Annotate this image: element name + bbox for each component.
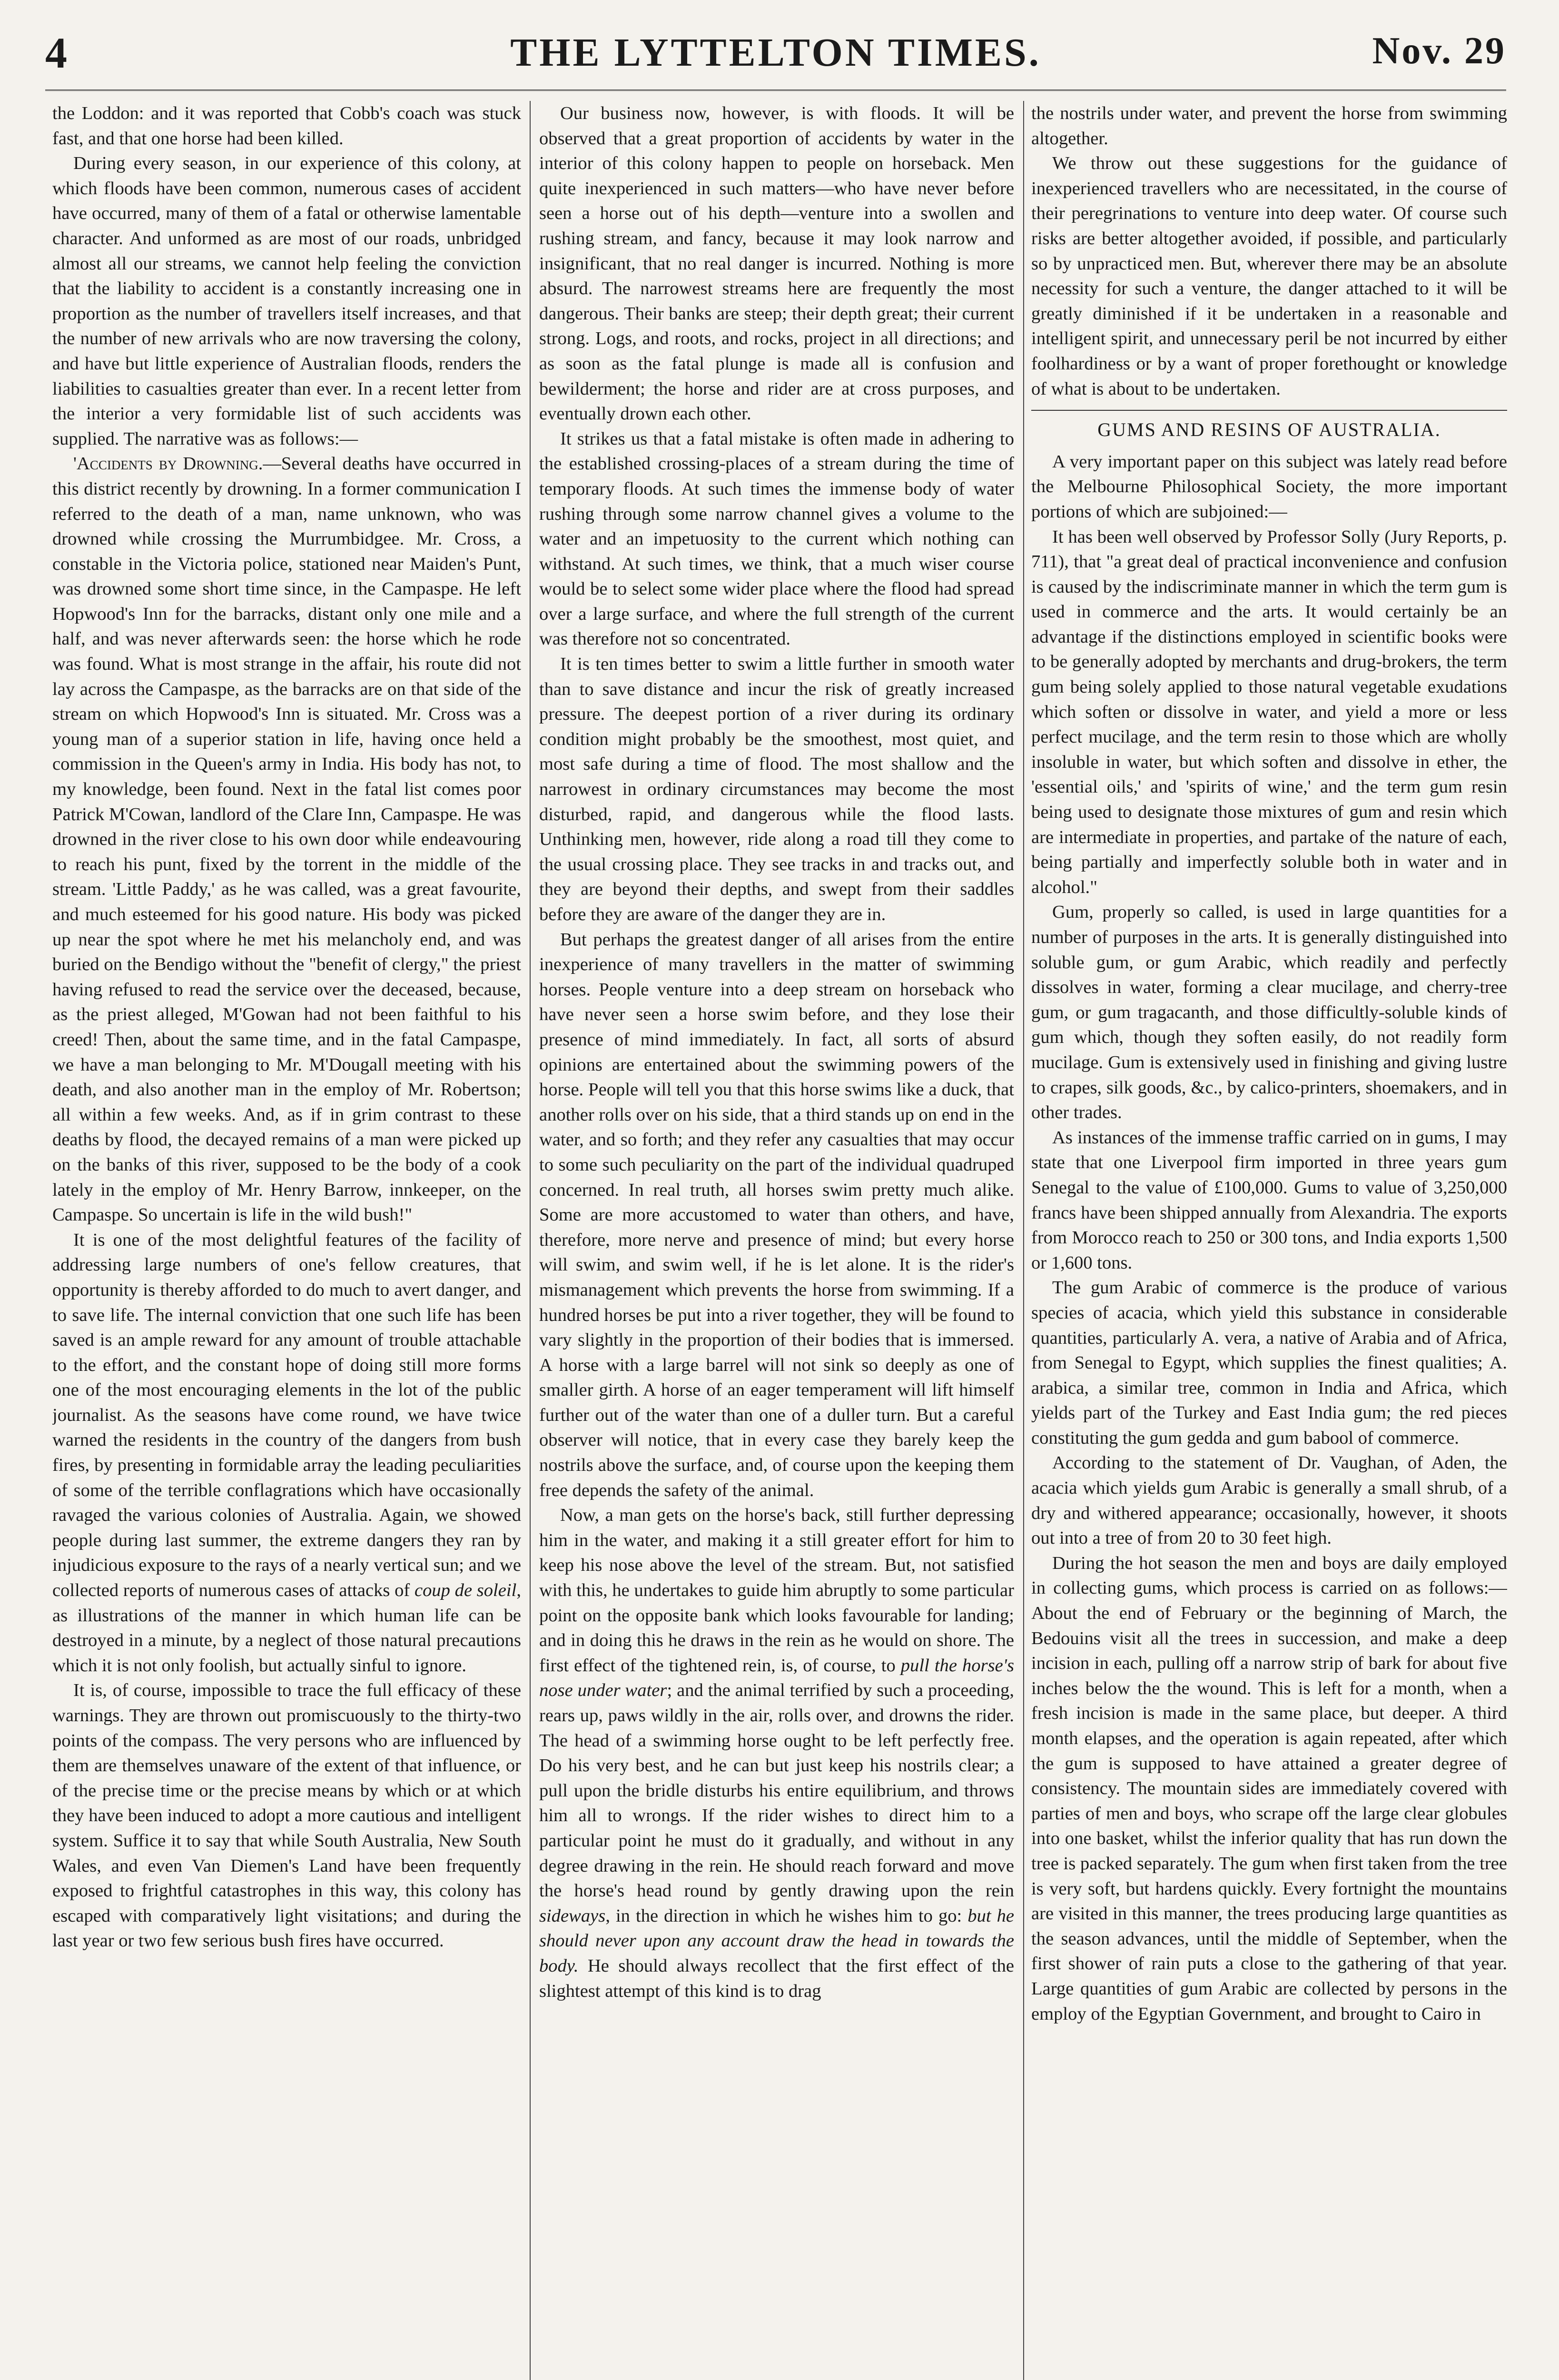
paragraph-text: Now, a man gets on the horse's back, still further depressing him in the water, and making it a still greater effort for him to keep his nose above the level of the stream. But, not satisfied with this, he undertakes to guide him abruptly to some particular point on the opposite bank which looks favourable for landing; and in doing this he draws in the rein as he would on shore. The first effect of the tightened rein, is, of course, to bbox=[539, 1505, 1014, 1676]
masthead bbox=[45, 28, 1506, 91]
article-paragraph: It strikes us that a fatal mistake is often made in adhering to the established crossing-places of a stream during the time of temporary floods. At such times the immense body of water rushing through some narrow channel gives a volume to the water and an impetuosity to the current which nothing can withstand. At such times, we think, that a much wiser course would be to select some wider place where the flood had spread over a large surface, and where the full strength of the current was therefore not so concentrated. bbox=[539, 428, 1014, 649]
column-1 bbox=[52, 101, 521, 2380]
article-paragraph: Gum, properly so called, is used in large quantities for a number of purposes in the arts. It is generally distinguished into soluble gum, or gum Arabic, which readily and perfectly dissolves in water, forming a clear mucilage, and cherry-tree gum, or gum tragacanth, and those difficultly-soluble kinds of gum which, though they soften easily, do not readily form mucilage. Gum is extensively used in finishing and giving lustre to crapes, silk goods, &c., by calico-printers, shoemakers, and in other trades. bbox=[1031, 902, 1507, 1123]
article-paragraph: It is ten times better to swim a little further in smooth water than to save distance and incur the risk of greatly increased pressure. The deepest portion of a river during its ordinary condition might probably be the smoothest, most quiet, and most safe during a time of flood. The most shallow and the narrowest in ordinary circumstances may become the most disturbed, rapid, and dangerous while the flood lasts. Unthinking men, however, ride along a road till they come to the usual crossing place. They see tracks in and tracks out, and they are beyond their depths, and swept from their saddles before they are aware of the danger they are in. bbox=[539, 654, 1014, 924]
article-paragraph: According to the statement of Dr. Vaughan, of Aden, the acacia which yields gum Arabic is generally a small shrub, of a dry and withered appearance; occasionally, however, it shoots out into a tree of from 20 to 30 feet high. bbox=[1031, 1453, 1507, 1548]
article-paragraph: During every season, in our experience of this colony, at which floods have been common, numerous cases of accident have occurred, many of them of a fatal or otherwise lamentable character. And unformed as are most of our roads, unbridged almost all our streams, we cannot help feeling the conviction that the liability to accident is a constantly increasing one in proportion as the number of travellers itself increases, and that the number of new arrivals who are now traversing the colony, and have but little experience of Australian floods, renders the liabilities to casualties greater than ever. In a recent letter from the interior a very formidable list of such accidents was supplied. The narrative was as follows:— bbox=[52, 153, 521, 449]
paragraph-text: ; and the animal terrified by such a proceeding, rears up, paws wildly in the air, rolls over, and drowns the rider. The head of a swimming horse ought to be left perfectly free. Do his very best, and he can but just keep his nostrils clear; a pull upon the bridle disturbs his entire equilibrium, and throws him all to wrongs. If the rider wishes to direct him to a particular point he must do it gradually, and without in any degree drawing in the rein. He should reach forward and move the horse's head round by gently drawing upon the rein bbox=[539, 1680, 1014, 1901]
article-paragraph: But perhaps the greatest danger of all arises from the entire inexperience of many travellers in the matter of swimming horses. People venture into a deep stream on horseback who have never seen a horse swim before, and they lose their presence of mind immediately. In fact, all sorts of absurd opinions are entertained about the swimming powers of the horse. People will tell you that this horse swims like a duck, that another rolls over on his side, that a third stands up on end in the water, and so forth; and they refer any casualties that may occur to some such peculiarity on the part of the individual quadruped concerned. In real truth, all horses swim pretty much alike. Some are more accustomed to water than others, and have, therefore, more nerve and presence of mind; but every horse will swim, and swim well, if he is let alone. It is the rider's mismanagement which prevents the horse from swimming. If a hundred horses be put into a river together, they will be found to vary slightly in the proportion of their bodies that is immersed. A horse with a large barrel will not sink so deeply as one of smaller girth. A horse of an eager temperament will lift himself further out of the water than one of a duller turn. But a careful observer will notice, that in every case they barely keep the nostrils above the surface, and, of course upon the keeping them free depends the safety of the animal. bbox=[539, 929, 1014, 1500]
column-rule bbox=[530, 101, 531, 2380]
paragraph-text: , in the direction in which he wishes him to go: bbox=[605, 1905, 962, 1926]
italic-phrase: pull the horse's nose under water bbox=[539, 1655, 1014, 1701]
article-paragraph: Our business now, however, is with floods. It will be observed that a great proportion of accidents by water in the interior of this colony happen to people on horseback. Men quite inexperienced in such matters—who have never before seen a horse out of his depth—venture into a swollen and rushing stream, and fancy, because it may look narrow and insignificant, that no real danger is incurred. Nothing is more absurd. The narrowest streams here are frequently the most dangerous. Their banks are steep; their depth great; their current strong. Logs, and roots, and rocks, project in all directions; and as soon as the fatal plunge is made all is confusion and bewilderment; the horse and rider are at cross purposes, and eventually drown each other. bbox=[539, 103, 1014, 424]
article-paragraph bbox=[52, 1228, 521, 1678]
issue-date: Nov. 29 bbox=[1372, 30, 1506, 72]
section-heading: GUMS AND RESINS OF AUSTRALIA. bbox=[1031, 410, 1507, 443]
article-paragraph: A very important paper on this subject was lately read before the Melbourne Philosophical Society, the more important portions of which are subjoined:— bbox=[1031, 451, 1507, 522]
article-paragraph: the Loddon: and it was reported that Cobb's coach was stuck fast, and that one horse had been killed. bbox=[52, 103, 521, 149]
article-paragraph: The gum Arabic of commerce is the produce of various species of acacia, which yield this substance in considerable quantities, particularly A. vera, a native of Arabia and of Africa, from Senegal to Egypt, which supplies the finest qualities; A. arabica, a similar tree, common in India and Africa, which yields part of the Turkey and East India gum; the red pieces constituting the gum gedda and gum babool of commerce. bbox=[1031, 1278, 1507, 1448]
article-paragraph: We throw out these suggestions for the guidance of inexperienced travellers who are necessitated, in the course of their peregrinations to venture into deep water. Of course such risks are better altogether avoided, if possible, and particularly so by unpracticed men. But, wherever there may be an absolute necessity for such a venture, the danger attached to it will be greatly diminished if it be undertaken in a reasonable and intelligent spirit, and unnecessary peril be not incurred by either foolhardiness or by a want of proper forethought or knowledge of what is about to be undertaken. bbox=[1031, 153, 1507, 399]
article-paragraph: As instances of the immense traffic carried on in gums, I may state that one Liverpool firm imported in three years gum Senegal to the value of £100,000. Gums to value of 3,250,000 francs have been shipped annually from Alexandria. The exports from Morocco reach to 250 or 300 tons, and India exports 1,500 or 1,600 tons. bbox=[1031, 1127, 1507, 1273]
page-number: 4 bbox=[45, 29, 67, 77]
column-3 bbox=[1031, 101, 1507, 2380]
article-paragraph: It has been well observed by Professor Solly (Jury Reports, p. 711), that "a great deal of practical inconvenience and confusion is caused by the indiscriminate manner in which the term gum is used in commerce and the arts. It would certainly be an advantage if the distinctions employed in scientific books were to be generally adopted by merchants and drug-brokers, the term gum being solely applied to those natural vegetable exudations which soften or dissolve in water, and yield a more or less perfect mucilage, and the term resin to those which are wholly insoluble in water, but which soften and dissolve in ether, the 'essential oils,' and 'spirits of wine,' and the term gum resin being used to designate those mixtures of gum and resin which are intermediate in properties, and partake of the nature of each, being partially and imperfectly soluble both in water and in alcohol." bbox=[1031, 526, 1507, 897]
column-2 bbox=[539, 101, 1014, 2380]
quoted-letter bbox=[52, 451, 521, 1227]
article-paragraph: During the hot season the men and boys are daily employed in collecting gums, which process is carried on as follows:—About the end of February or the beginning of March, the Bedouins visit all the trees in succession, and make a deep incision in each, pulling off a narrow strip of bark for about five inches below the the wound. This is left for a month, when a fresh incision is made in the same place, but deeper. A third month elapses, and the operation is again repeated, after which the gum is supposed to have attained a greater degree of consistency. The mountain sides are immediately covered with parties of men and boys, who scrape off the large clear globules into one basket, whilst the inferior quality that has run down the tree is packed separately. The gum when first taken from the tree is very soft, but hardens quickly. Every fortnight the mountains are visited in this manner, the trees producing large quantities as the season advances, until the middle of September, when the first shower of rain puts a close to the gathering of that year. Large quantities of gum Arabic are collected by persons in the employ of the Egyptian Government, and brought to Cairo in bbox=[1031, 1553, 1507, 2024]
article-paragraph bbox=[539, 1503, 1014, 2003]
paragraph-text: It is one of the most delightful features of the facility of addressing large numbers of one's fellow creatures, that opportunity is thereby afforded to do much to avert danger, and to save life. The internal conviction that one such life has been saved is an ample reward for any amount of trouble attachable to the effort, and the constant hope of doing still more forms one of the most encouraging elements in the lot of the public journalist. As the seasons have come round, we have twice warned the residents in the country of the dangers from bush fires, by presenting in formidable array the leading peculiarities of some of the terrible conflagrations which have occasionally ravaged the various colonies of Australia. Again, we showed people during last summer, the extreme dangers they ran by injudicious exposure to the rays of a nearly vertical sun; and we collected reports of numerous cases of attacks of bbox=[52, 1230, 521, 1601]
italic-phrase: coup de soleil bbox=[414, 1580, 517, 1601]
article-paragraph: It is, of course, impossible to trace the full efficacy of these warnings. They are thrown out promiscuously to the thirty-two points of the compass. The very persons who are influenced by them are themselves unaware of the extent of that influence, or of the precise time or the precise means by which or at which they have been induced to adopt a more cautious and intelligent system. Suffice it to say that while South Australia, New South Wales, and even Van Diemen's Land have been frequently exposed to frightful catastrophes in this way, this colony has escaped with comparatively light visitations; and during the last year or two few serious bush fires have occurred. bbox=[52, 1680, 521, 1951]
quote-lead: 'Accidents by Drowning. bbox=[73, 454, 263, 474]
italic-phrase: but he should never upon any account draw the head in towards the body. bbox=[539, 1905, 1014, 1976]
italic-phrase: sideways bbox=[539, 1905, 606, 1926]
column-rule bbox=[1023, 101, 1024, 2380]
newspaper-title: THE LYTTELTON TIMES. bbox=[510, 30, 1041, 75]
paragraph-text: He should always recollect that the first effect of the slightest attempt of this kind is to drag bbox=[539, 1955, 1014, 2001]
paragraph-text: , as illustrations of the manner in which human life can be destroyed in a minute, by a neglect of those natural precautions which it is not only foolish, but actually sinful to ignore. bbox=[52, 1580, 521, 1676]
article-paragraph: the nostrils under water, and prevent the horse from swimming altogether. bbox=[1031, 103, 1507, 149]
quote-text: —Several deaths have occurred in this district recently by drowning. In a former communication I referred to the death of a man, name unknown, who was drowned while crossing the Murrumbidgee. Mr. Cross, a constable in the Victoria police, stationed near Maiden's Punt, was drowned some short time since, in the Campaspe. He left Hopwood's Inn for the barracks, distant only one mile and a half, and was never afterwards seen: the horse which he rode was found. What is most strange in the affair, his route did not lay across the Campaspe, as the barracks are on that side of the stream on which Hopwood's Inn is situated. Mr. Cross was a young man of a superior station in life, having once held a commission in the Queen's army in India. His body has not, to my knowledge, been found. Next in the fatal list comes poor Patrick M'Cowan, landlord of the Clare Inn, Campaspe. He was drowned in the river close to his own door while endeavouring to reach his punt, fixed by the torrent in the middle of the stream. 'Little Paddy,' as he was called, was a great favourite, and much esteemed for his good nature. His body was picked up near the spot where he met his melancholy end, and was buried on the Bendigo without the "benefit of clergy," the priest having refused to read the service over the deceased, because, as the priest alleged, M'Gowan had not been faithful to his creed! Then, about the same time, and in the fatal Campaspe, we have a man belonging to Mr. M'Dougall meeting with his death, and also another man in the employ of Mr. Robertson; all within a few weeks. And, as if in grim contrast to these deaths by flood, the decayed remains of a man were picked up on the banks of this river, supposed to be the body of a cook lately in the employ of Mr. Henry Barrow, innkeeper, on the Campaspe. So uncertain is life in the wild bush!" bbox=[52, 454, 521, 1225]
